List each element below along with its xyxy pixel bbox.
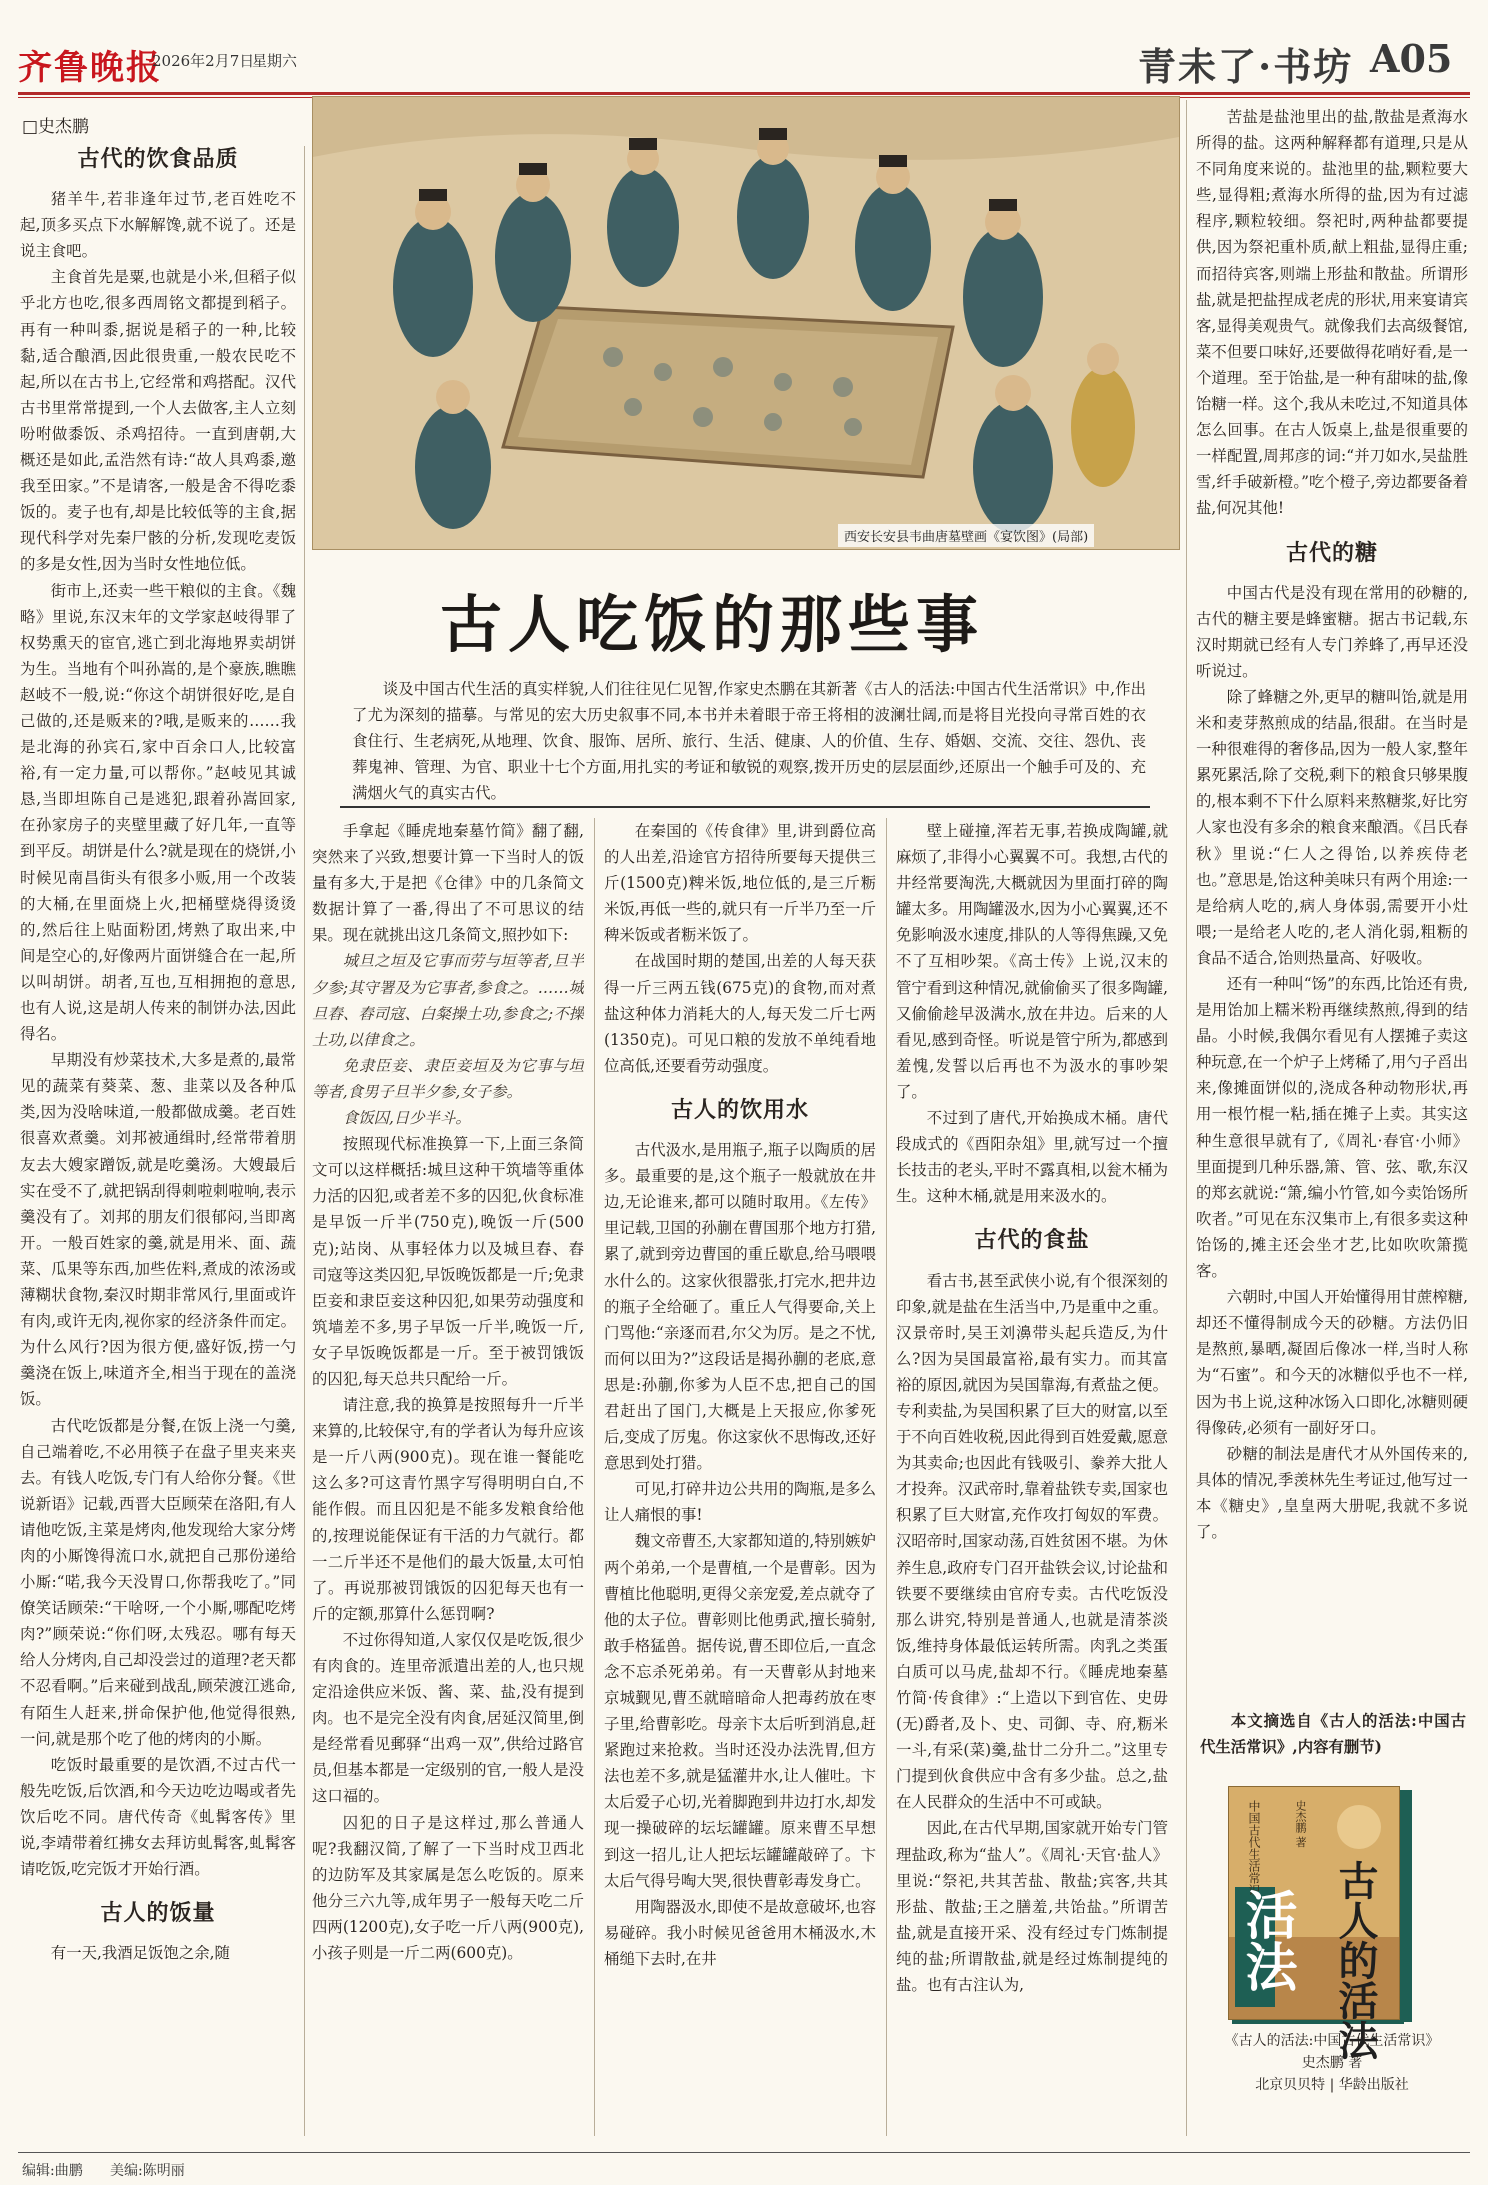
book-spine bbox=[1398, 1790, 1412, 2022]
paragraph: 看古书,甚至武侠小说,有个很深刻的印象,就是盐在生活当中,乃是重中之重。汉景帝时,吴王刘濞带头起兵造反,为什么?因为吴国最富裕,最有实力。而其富裕的原因,就因为吴国靠海,有煮盐之便。专利卖盐,为吴国积累了巨大的财富,以至于不向百姓收税,因此得到百姓爱戴,愿意为其卖命;也因此有钱吸引、豢养大批人才投奔。汉武帝时,靠着盐铁专卖,国家也积累了巨大财富,充作攻打匈奴的军费。汉昭帝时,国家动荡,百姓贫困不堪。为休养生息,政府专门召开盐铁会议,讨论盐和铁要不要继续由官府专卖。古代吃饭没那么讲究,特别是普通人,也就是清茶淡饭,维持身体最低运转所需。肉乳之类蛋白质可以马虎,盐却不行。《睡虎地秦墓竹简·传食律》:“上造以下到官佐、史毋(无)爵者,及卜、史、司御、寺、府,粝米一斗,有采(菜)羹,盐廿二分升二。”这里专门提到伙食供应中含有多少盐。总之,盐在人民群众的生活中不可或缺。 bbox=[896, 1271, 1168, 1812]
paragraph: 古代汲水,是用瓶子,瓶子以陶质的居多。最重要的是,这个瓶子一般就放在井边,无论谁来,都可以随时取用。《左传》里记载,卫国的孙蒯在曹国那个地方打猎,累了,就到旁边曹国的重丘歇息,给马喂喂水什么的。这家伙很嚣张,打完水,把井边的瓶子全给砸了。重丘人气得要命,关上门骂他:“亲逐而君,尔父为厉。是之不忧,而何以田为?”这段话是揭孙蒯的老底,意思是:孙蒯,你爹为人臣不忠,把自己的国君赶出了国门,大概是上天报应,你爹死后,变成了厉鬼。你这家伙不思悔改,还好意思到处打猎。 bbox=[604, 1141, 876, 1473]
section-title: 青未了·书坊 bbox=[1138, 44, 1354, 89]
book-caption: 《古人的活法:中国古代生活常识》 bbox=[1224, 2033, 1440, 2049]
paragraph: 街市上,还卖一些干粮似的主食。《魏略》里说,东汉末年的文学家赵岐得罪了权势熏天的宦官,逃亡到北海地界卖胡饼为生。当地有个叫孙嵩的,是个豪族,瞧瞧赵岐不一般,说:“你这个胡饼很好吃,是自己做的,还是贩来的?哦,是贩来的……我是北海的孙宾石,家中百余口人,比较富裕,有一定力量,可以帮你。”赵岐见其诚恳,当即坦陈自己是逃犯,跟着孙嵩回家,在孙家房子的夹壁里藏了好几年,一直等到平反。胡饼是什么?就是现在的烧饼,小时候见南昌街头有很多小贩,用一个改装的大桶,在里面烧上火,把桶壁烧得烫烫的,然后往上贴面粉团,烤熟了取出来,中间是空心的,好像两片面饼缝合在一起,所以叫胡饼。胡者,互也,互相拥抱的意思,也有人说,这是胡人传来的制饼办法,因此得名。 bbox=[20, 581, 296, 1044]
paragraph: 除了蜂糖之外,更早的糖叫饴,就是用米和麦芽熬煎成的结晶,很甜。在当时是一种很难得的奢侈品,因为一般人家,整年累死累活,除了交税,剩下的粮食只够果腹的,根本剩不下什么原料来熬糖浆,好比穷人家也没有多余的粮食来酿酒。《吕氏春秋》里说:“仁人之得饴,以养疾侍老也。”意思是,饴这种美味只有两个用途:一是给病人吃的,病人身体弱,需要开小灶喂;一是给老人吃的,老人消化弱,粗粝的食品不适合,饴则热量高、好吸收。 bbox=[1196, 687, 1468, 967]
paragraph: 请注意,我的换算是按照每升一斤半来算的,比较保守,有的学者认为每升应该是一斤八两(900克)。现在谁一餐能吃这么多?可这青竹黑字写得明明白白,不能作假。而且囚犯是不能多发粮食给他的,按理说能保证有干活的力气就行。都一二斤半还不是他们的最大饭量,太可怕了。再说那被罚饿饭的囚犯每天也有一斤的定额,那算什么惩罚啊? bbox=[312, 1396, 584, 1623]
paragraph: 猪羊牛,若非逢年过节,老百姓吃不起,顶多买点下水解解馋,就不说了。还是说主食吧。 bbox=[20, 190, 296, 261]
footer-editor: 编辑:曲鹏 bbox=[22, 2163, 83, 2179]
column-divider bbox=[886, 818, 887, 2136]
footer-rule bbox=[18, 2152, 1470, 2153]
quote: 食饭囚,日少半斗。 bbox=[342, 1109, 471, 1128]
tang-banquet-mural bbox=[312, 96, 1180, 550]
column-2 bbox=[312, 818, 584, 2136]
paragraph: 魏文帝曹丕,大家都知道的,特别嫉妒两个弟弟,一个是曹植,一个是曹彰。因为曹植比他聪明,更得父亲宠爱,差点就夺了他的太子位。曹彰则比他勇武,擅长骑射,敢手格猛兽。据传说,曹丕即位后,一直念念不忘杀死弟弟。有一天曹彰从封地来京城觐见,曹丕就暗暗命人把毒药放在枣子里,给曹彰吃。母亲卞太后听到消息,赶紧跑过来抢救。当时还没办法洗胃,但方法也差不多,就是猛灌井水,让人催吐。卞太后爱子心切,光着脚跑到井边打水,却发现一操破碎的坛坛罐罐。原来曹丕早想到这一招儿,让人把坛坛罐罐敲碎了。卞太后气得号啕大哭,很快曹彰毒发身亡。 bbox=[604, 1532, 876, 1890]
paragraph: 古代吃饭都是分餐,在饭上浇一勺羹,自己端着吃,不必用筷子在盘子里夹来夹去。有钱人吃饭,专门有人给你分餐。《世说新语》记载,西晋大臣顾荣在洛阳,有人请他吃饭,主菜是烤肉,他发现给大家分烤肉的小厮馋得流口水,就把自己那份递给小厮:“喏,我今天没胃口,你帮我吃了。”同僚笑话顾荣:“干啥呀,一个小厮,哪配吃烤肉?”顾荣说:“你们呀,太残忍。哪有每天给人分烤肉,自己却没尝过的道理?老天都不忍看啊。”后来碰到战乱,顾荣渡江逃命,有陌生人赶来,拼命保护他,他觉得很熟,一问,就是那个吃了他的烤肉的小厮。 bbox=[20, 1416, 296, 1748]
column-5 bbox=[1196, 104, 1468, 1700]
paragraph: 砂糖的制法是唐代才从外国传来的,具体的情况,季羡林先生考证过,他写过一本《糖史》,皇皇两大册呢,我就不多说了。 bbox=[1196, 1444, 1468, 1541]
mural-illustration bbox=[313, 97, 1179, 549]
section-heading-appetite: 古人的饭量 bbox=[100, 1900, 216, 1927]
section-heading-drinking-water: 古人的饮用水 bbox=[670, 1096, 809, 1123]
quote: 城旦之垣及它事而劳与垣等者,旦半夕参;其守署及为它事者,参食之。……城旦舂、舂司寇、白粲操土功,参食之;不操土功,以律食之。 bbox=[312, 952, 584, 1049]
quote: 免隶臣妾、隶臣妾垣及为它事与垣等者,食男子旦半夕参,女子参。 bbox=[312, 1056, 584, 1101]
paragraph: 在秦国的《传食律》里,讲到爵位高的人出差,沿途官方招待所要每天提供三斤(1500克)粺米饭,地位低的,是三斤粝米饭,再低一些的,就只有一斤半乃至一斤稗米饭或者粝米饭了。 bbox=[604, 822, 876, 945]
column-1 bbox=[20, 146, 296, 2136]
paragraph: 在战国时期的楚国,出差的人每天获得一斤三两五钱(675克)的食物,而对煮盐这种体力消耗大的人,每天发二斤七两(1350克)。可见口粮的发放不单纯看地位高低,还要看劳动强度。 bbox=[604, 952, 876, 1075]
section-heading-sugar: 古代的糖 bbox=[1285, 539, 1378, 566]
book-cover-title: 古人的活法 bbox=[1332, 1860, 1379, 2060]
paragraph: 不过你得知道,人家仅仅是吃饭,很少有肉食的。连里帝派遣出差的人,也只规定沿途供应米饭、酱、菜、盐,没有提到肉。也不是完全没有肉食,居延汉简里,倒是经常看见郵驿“出鸡一双”,供给过路官员,但基本都是一定级别的官,一般人是没这口福的。 bbox=[312, 1630, 584, 1806]
byline: □史杰鹏 bbox=[22, 117, 90, 137]
header-rule bbox=[18, 92, 1470, 95]
paragraph: 六朝时,中国人开始懂得用甘蔗榨糖,却还不懂得制成今天的砂糖。方法仍旧是熬煎,暴晒,凝固后像冰一样,当时人称为“石蜜”。和今天的冰糖似乎也不一样,因为书上说,这种冰饧入口即化,冰糖则硬得像砖,必须有一副好牙口。 bbox=[1196, 1288, 1468, 1437]
article-title: 古人吃饭的那些事 bbox=[440, 588, 985, 661]
paragraph: 因此,在古代早期,国家就开始专门管理盐政,称为“盐人”。《周礼·天官·盐人》里说:“祭祀,共其苦盐、散盐;宾客,共其形盐、散盐;王之膳羞,共饴盐。”所谓苦盐,就是直接开采、没有经过专门炼制提纯的盐;所谓散盐,就是经过炼制提纯的盐。也有古注认为, bbox=[896, 1819, 1168, 1995]
paragraph: 苦盐是盐池里出的盐,散盐是煮海水所得的盐。这两种解释都有道理,只是从不同角度来说的。盐池里的盐,颗粒要大些,显得粗;煮海水所得的盐,因为有过滤程序,颗粒较细。祭祀时,两种盐都要提供,因为祭祀重朴质,献上粗盐,显得庄重;而招待宾客,则端上形盐和散盐。所谓形盐,就是把盐捏成老虎的形状,用来宴请宾客,显得美观贵气。就像我们去高级餐馆,菜不但要口味好,还要做得花哨好看,是一个道理。至于饴盐,是一种有甜味的盐,像饴糖一样。这个,我从未吃过,不知道具体怎么回事。在古人饭桌上,盐是很重要的一样配置,周邦彦的词:“并刀如水,吴盐胜雪,纤手破新橙。”吃个橙子,旁边都要备着盐,何况其他! bbox=[1196, 108, 1468, 518]
excerpt-note: 本文摘选自《古人的活法:中国古代生活常识》,内容有删节) bbox=[1200, 1712, 1466, 1756]
footer-designer: 美编:陈明丽 bbox=[110, 2163, 185, 2179]
paragraph: 囚犯的日子是这样过,那么普通人呢?我翻汉简,了解了一下当时戍卫西北的边防军及其家属是怎么吃饭的。原来他分三六九等,成年男子一般每天吃二斤四两(1200克),女子吃一斤八两(900克),小孩子则是一斤二两(600克)。 bbox=[312, 1813, 584, 1963]
paragraph: 主食首先是粟,也就是小米,但稻子似乎北方也吃,很多西周铭文都提到稻子。再有一种叫黍,据说是稻子的一种,比较黏,适合酿酒,因此很贵重,一般农民吃不起,所以在古书上,它经常和鸡搭配。汉代古书里常常提到,一个人去做客,主人立刻吩咐做黍饭、杀鸡招待。一直到唐朝,大概还是如此,孟浩然有诗:“故人具鸡黍,邀我至田家。”不是请客,一般是舍不得吃黍饭的。麦子也有,却是比较低等的主食,据现代科学对先秦尸骸的分析,发现吃麦饭的多是女性,因为当时女性地位低。 bbox=[20, 268, 296, 574]
lead-rule bbox=[340, 806, 1150, 808]
paragraph: 按照现代标准换算一下,上面三条简文可以这样概括:城旦这种干筑墙等重体力活的囚犯,或者差不多的囚犯,伙食标准是早饭一斤半(750克),晚饭一斤(500克);站岗、从事轻体力以及城旦舂、舂司寇等这类囚犯,早饭晚饭都是一斤;免隶臣妾和隶臣妾这种囚犯,如果劳动强度和筑墙差不多,男子早饭一斤半,晚饭一斤,女子早饭晚饭都是一斤。至于被罚饿饭的囚犯,每天总共只配给一斤。 bbox=[312, 1135, 584, 1388]
column-divider bbox=[1186, 100, 1187, 2136]
paragraph: 中国古代是没有现在常用的砂糖的,古代的糖主要是蜂蜜糖。据古书记载,东汉时期就已经有人专门养蜂了,再早还没听说过。 bbox=[1196, 583, 1468, 680]
book-cover-author: 史杰鹏 著 bbox=[1294, 1800, 1307, 1848]
mural-caption: 西安长安县韦曲唐墓壁画《宴饮图》(局部) bbox=[838, 524, 1094, 547]
paragraph: 有一天,我酒足饭饱之余,随 bbox=[50, 1944, 230, 1963]
paragraph: 壁上碰撞,浑若无事,若换成陶罐,就麻烦了,非得小心翼翼不可。我想,古代的井经常要淘洗,大概就因为里面打碎的陶罐太多。用陶罐汲水,因为小心翼翼,还不免影响汲水速度,排队的人等得焦躁,又免不了互相吵架。《高士传》上说,汉末的管宁看到这种情况,就偷偷买了很多陶罐,又偷偷趁早汲满水,放在井边。后来的人看见,感到奇怪。听说是管宁所为,都感到羞愧,发誓以后再也不为汲水的事吵架了。 bbox=[896, 822, 1168, 1101]
article-lead: 谈及中国古代生活的真实样貌,人们往往见仁见智,作家史杰鹏在其新著《古人的活法:中国古代生活常识》中,作出了尤为深刻的描摹。与常见的宏大历史叙事不同,本书并未着眼于帝王将相的波澜壮阔,而是将目光投向寻常百姓的衣食住行、生老病死,从地理、饮食、服饰、居所、旅行、生活、健康、人的价值、生存、婚姻、交流、交往、怨仇、丧葬鬼神、管理、为官、职业十七个方面,用扎实的考证和敏锐的观察,拨开历史的层层面纱,还原出一个触手可及的、充满烟火气的真实古代。 bbox=[352, 680, 1146, 802]
column-divider bbox=[304, 146, 305, 2136]
paragraph: 吃饭时最重要的是饮酒,不过古代一般先吃饭,后饮酒,和今天边吃边喝或者先饮后吃不同。唐代传奇《虬髯客传》里说,李靖带着红拂女去拜访虬髯客,虬髯客请吃饭,吃完饭才开始行酒。 bbox=[20, 1755, 296, 1879]
issue-weekday: 星期六 bbox=[252, 52, 298, 70]
newspaper-logo: 齐鲁晚报 bbox=[18, 48, 162, 88]
column-4 bbox=[896, 818, 1168, 2136]
book-caption-publisher: 北京贝贝特 | 华龄出版社 bbox=[1255, 2077, 1409, 2093]
page-number: A05 bbox=[1370, 36, 1453, 81]
paragraph: 不过到了唐代,开始换成木桶。唐代段成式的《酉阳杂俎》里,就写过一个擅长技击的老头,平时不露真相,以瓮木桶为生。这种木桶,就是用来汲水的。 bbox=[896, 1109, 1168, 1206]
book-cover-subtitle: 中国古代生活常识 bbox=[1247, 1800, 1261, 1896]
paragraph: 早期没有炒菜技术,大多是煮的,最常见的蔬菜有葵菜、葱、韭菜以及各种瓜类,因为没啥味道,一般都做成羹。老百姓很喜欢煮羹。刘邦被通缉时,经常带着朋友去大嫂家蹭饭,就是吃羹汤。大嫂最后实在受不了,就把锅刮得刺啦刺啦响,表示羹没有了。刘邦的朋友们很郁闷,当即离开。一般百姓家的羹,就是用米、面、蔬菜、瓜果等东西,加些佐料,煮成的浓汤或薄糊状食物,秦汉时期非常风行,里面或许有肉,或许无肉,视你家的经济条件而定。为什么风行?因为很方便,盛好饭,捞一勺羹浇在饭上,味道齐全,相当于现在的盖浇饭。 bbox=[20, 1051, 296, 1409]
issue-date: 2026年2月7日 bbox=[152, 52, 255, 70]
book-caption-author: 史杰鹏 著 bbox=[1301, 2055, 1363, 2071]
column-divider bbox=[594, 818, 595, 2136]
paragraph: 用陶器汲水,即使不是故意破坏,也容易碰碎。我小时候见爸爸用木桶汲水,木桶缒下去时,在井 bbox=[604, 1897, 876, 1968]
paragraph: 还有一种叫“饧”的东西,比饴还有贵,是用饴加上糯米粉再继续熬煎,得到的结晶。小时候,我偶尔看见有人摆摊子卖这种玩意,在一个炉子上烤稀了,用勺子舀出来,像摊面饼似的,浇成各种动物形状,再用一根竹棍一粘,插在摊子上卖。其实这种生意很早就有了,《周礼·春官·小师》里面提到几种乐器,箫、管、弦、歌,东汉的郑玄就说:“箫,编小竹管,如今卖饴饧所吹者。”可见在东汉集市上,有很多卖这种饴饧的,摊主还会坐才艺,比如吹吹箫揽客。 bbox=[1196, 975, 1468, 1281]
section-heading-food-quality: 古代的饮食品质 bbox=[77, 146, 239, 172]
book-cover-big-title: 活法 bbox=[1236, 1888, 1297, 1992]
paragraph: 可见,打碎井边公共用的陶瓶,是多么让人痛恨的事! bbox=[604, 1480, 876, 1525]
column-3 bbox=[604, 818, 876, 2136]
section-heading-salt: 古代的食盐 bbox=[974, 1227, 1090, 1254]
paragraph: 手拿起《睡虎地秦墓竹简》翻了翻,突然来了兴致,想要计算一下当时人的饭量有多大,于是把《仓律》中的几条简文数据计算了一番,得出了不可思议的结果。现在就挑出这几条简文,照抄如下: bbox=[312, 822, 584, 945]
